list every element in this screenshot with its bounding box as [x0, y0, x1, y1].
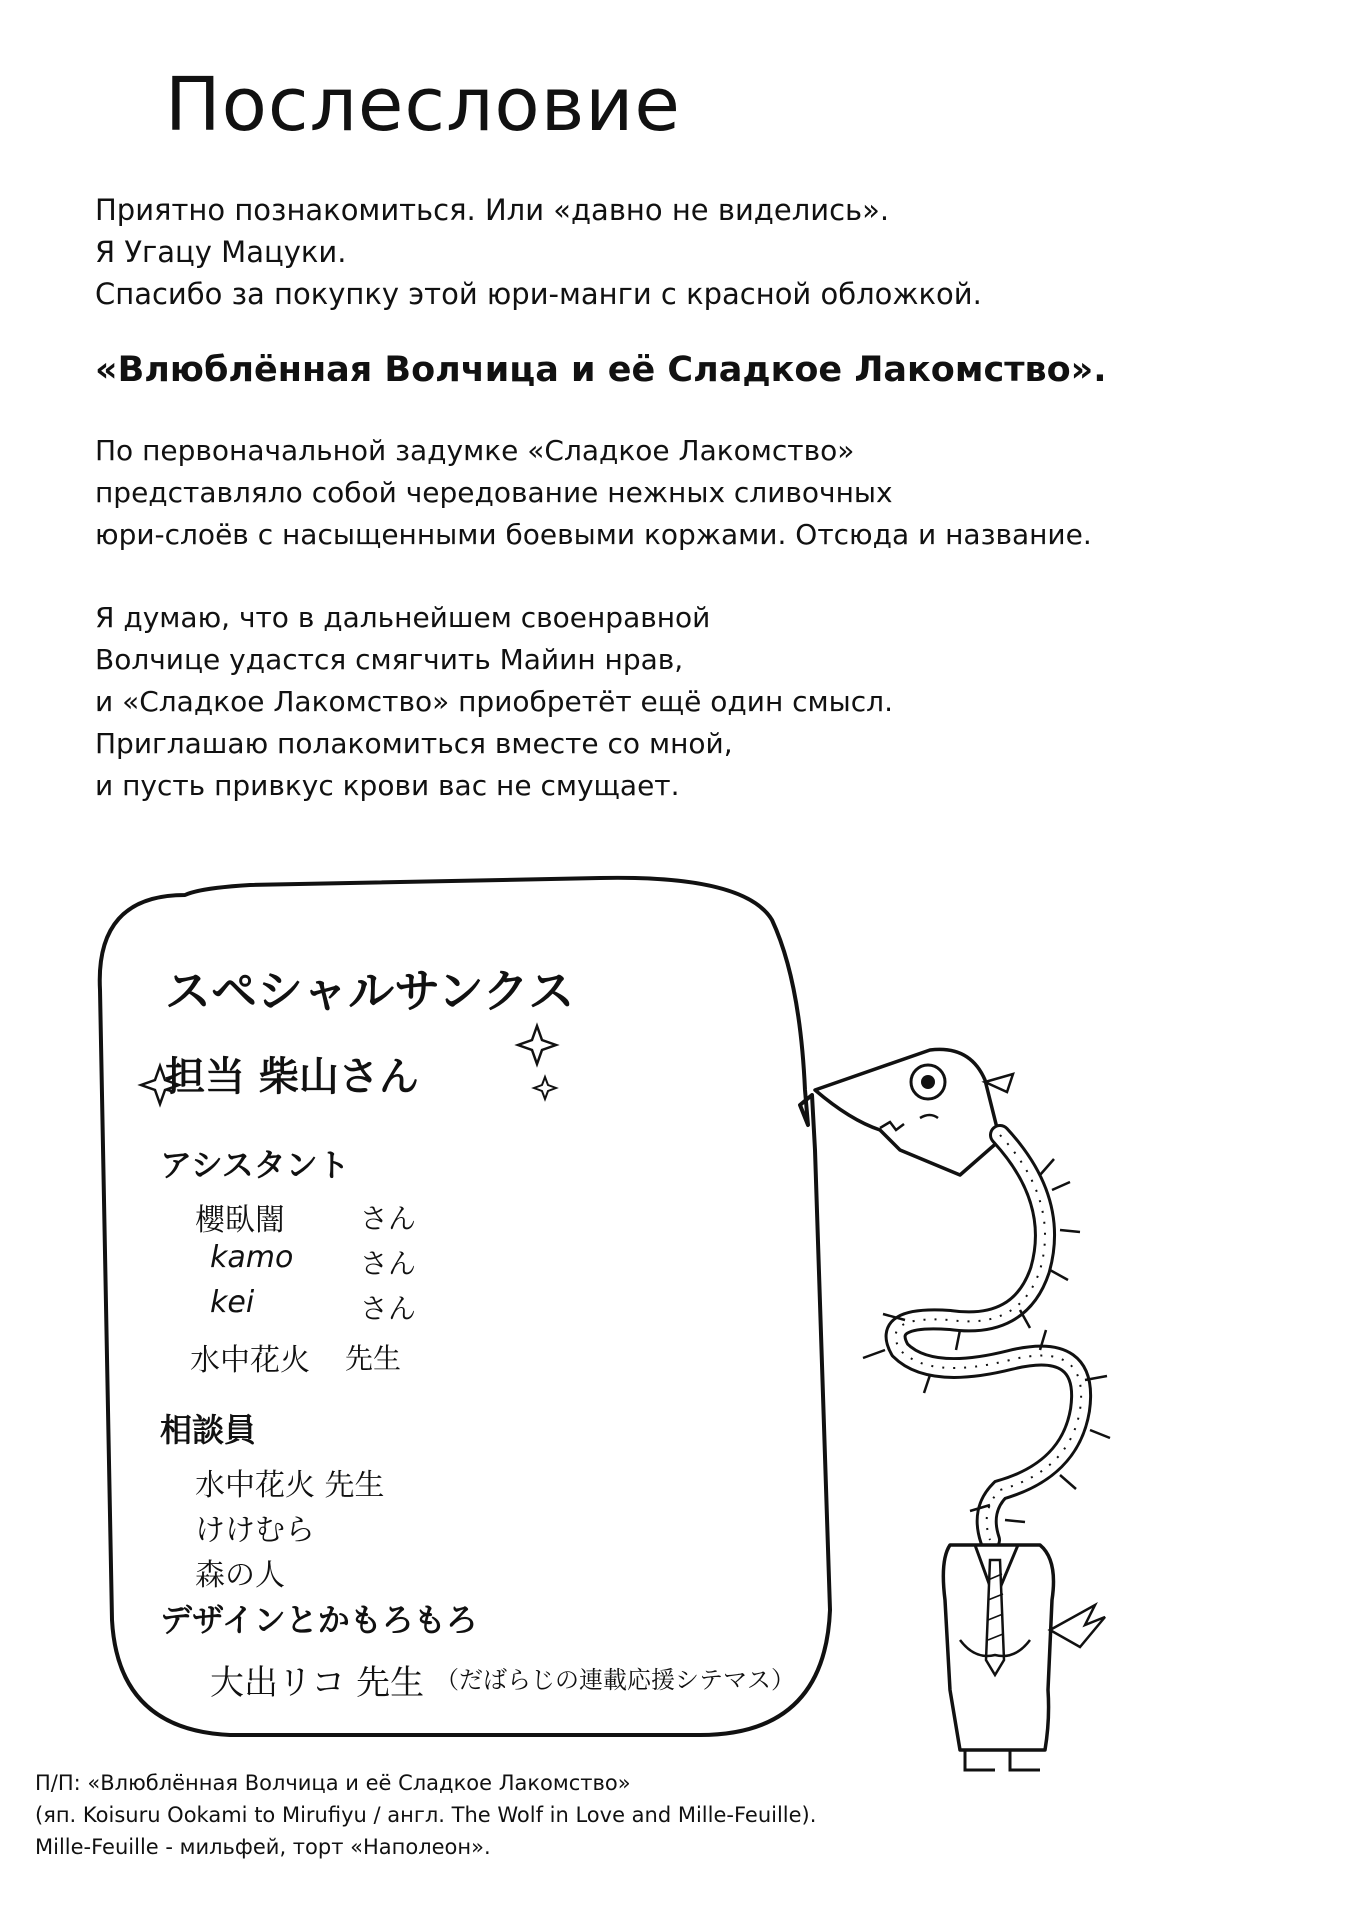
editor-credit: 担当 柴山さん	[165, 1054, 419, 1100]
paragraph-line: юри-слоёв с насыщенными боевыми коржами. Отсюда и название.	[95, 518, 1092, 551]
creature-head	[815, 1049, 1000, 1175]
assistant-name: kamo	[210, 1240, 294, 1275]
paragraph-line: Волчице удастся смягчить Майин нрав,	[95, 643, 684, 676]
assistants-heading: アシスタント	[160, 1146, 350, 1184]
translator-note	[35, 1767, 816, 1863]
assistant-name: 水中花火	[190, 1343, 310, 1378]
assistant-name: 櫻臥闇	[195, 1203, 285, 1238]
page-title: Послесловие	[165, 62, 681, 148]
special-thanks-heading: スペシャルサンクス	[165, 964, 575, 1018]
assistant-honorific: さん	[360, 1202, 417, 1235]
design-heading: デザインとかもろもろ	[160, 1601, 478, 1639]
paragraph-line: представляло собой чередование нежных сливочных	[95, 476, 893, 509]
designer-note: （だばらじの連載応援シテマス）	[435, 1666, 795, 1694]
translator-note-line: Mille-Feuille - мильфей, торт «Наполеон».	[35, 1835, 491, 1859]
paragraph-line: По первоначальной задумке «Сладкое Лакомство»	[95, 434, 855, 467]
intro-line: Я Угацу Мацуки.	[95, 235, 347, 269]
intro-line: Приятно познакомиться. Или «давно не виделись».	[95, 193, 890, 227]
paragraph-line: Приглашаю полакомиться вместе со мной,	[95, 727, 733, 760]
assistant-honorific: さん	[360, 1292, 417, 1325]
sparkle-icon	[534, 1077, 556, 1099]
paragraph-line: Я думаю, что в дальнейшем своенравной	[95, 601, 711, 634]
consultants-heading: 相談員	[160, 1411, 257, 1449]
creature-spine	[896, 1135, 1082, 1540]
intro-line: Спасибо за покупку этой юри-манги с красной обложкой.	[95, 277, 982, 311]
translator-note-line: П/П: «Влюблённая Волчица и её Сладкое Лакомство»	[35, 1771, 631, 1795]
consultant-name: 水中花火 先生	[195, 1468, 385, 1503]
designer-name: 大出リコ 先生	[210, 1663, 425, 1703]
assistant-name: kei	[210, 1285, 255, 1320]
consultant-name: 森の人	[195, 1558, 285, 1593]
sparkle-icon	[518, 1026, 556, 1064]
paragraph-line: и «Сладкое Лакомство» приобретёт ещё один смысл.	[95, 685, 893, 718]
paragraph-line: и пусть привкус крови вас не смущает.	[95, 769, 680, 802]
consultant-name: けけむら	[195, 1513, 315, 1548]
book-title: «Влюблённая Волчица и её Сладкое Лакомство».	[95, 350, 1107, 390]
translator-note-line: (яп. Koisuru Ookami to Mirufiyu / англ. The Wolf in Love and Mille-Feuille).	[35, 1803, 817, 1827]
assistant-honorific: さん	[360, 1247, 417, 1280]
assistant-honorific: 先生	[345, 1342, 402, 1375]
